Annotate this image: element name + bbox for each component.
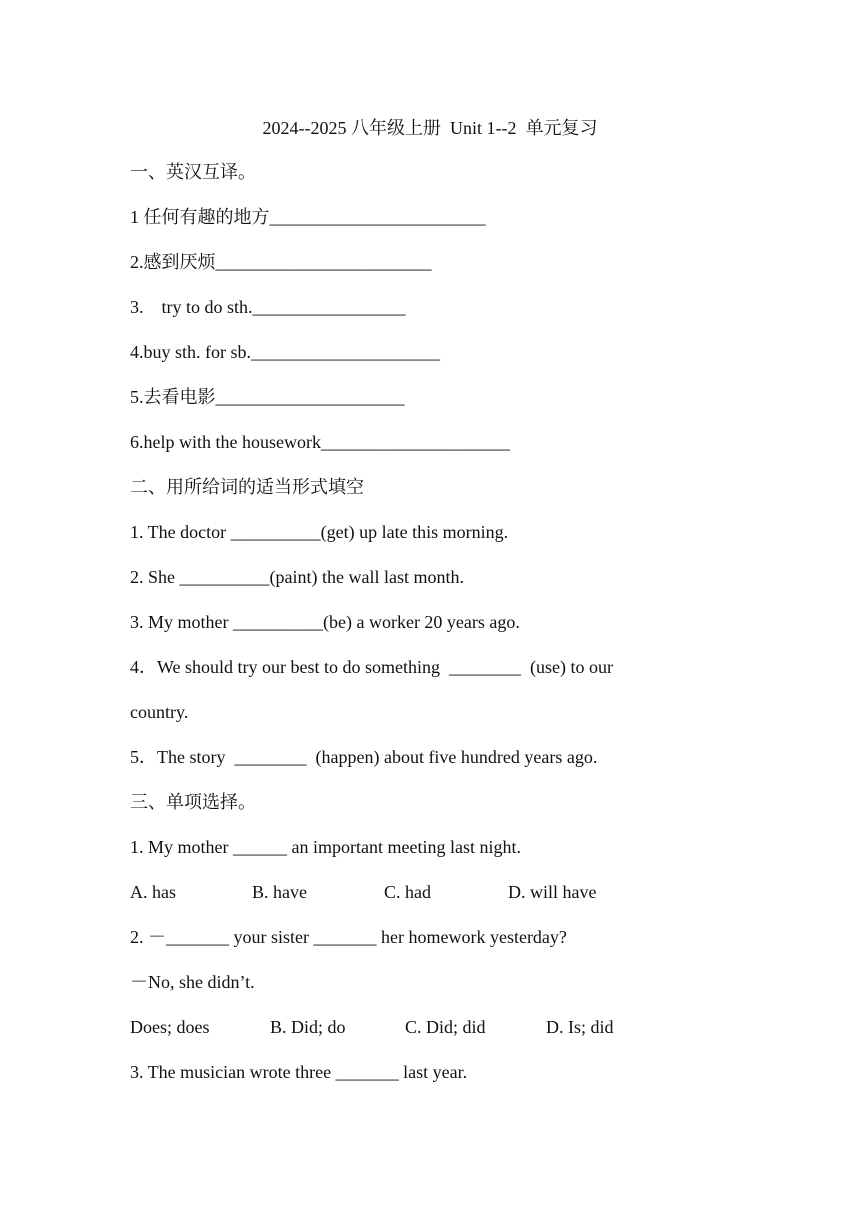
s1-item-6: 6.help with the housework_____________________ — [130, 432, 510, 452]
section-3-heading: 三、单项选择。 — [130, 792, 256, 812]
s2-item-4-continued: country. — [130, 702, 189, 722]
s2-item-1: 1. The doctor __________(get) up late this morning. — [130, 522, 509, 542]
s1-item-3: 3. try to do sth._________________ — [130, 297, 406, 317]
s1-item-5: 5.去看电影_____________________ — [130, 387, 405, 407]
q1-option-b: B. have — [252, 882, 307, 902]
s3-question-1: 1. My mother ______ an important meeting last night. — [130, 837, 521, 857]
s2-item-4: 4．We should try our best to do something ________ (use) to our — [130, 657, 614, 677]
q1-option-a: A. has — [130, 882, 176, 902]
s1-item-2: 2.感到厌烦________________________ — [130, 252, 432, 272]
q2-option-b: B. Did; do — [270, 1017, 346, 1037]
s3-question-2: 2. －_______ your sister _______ her homework yesterday? — [130, 927, 567, 947]
s3-question-2-reply: －No, she didn’t. — [130, 972, 255, 992]
q1-option-c: C. had — [384, 882, 431, 902]
s1-item-1: 1 任何有趣的地方________________________ — [130, 207, 486, 227]
q2-option-c: C. Did; did — [405, 1017, 486, 1037]
s2-item-3: 3. My mother __________(be) a worker 20 years ago. — [130, 612, 520, 632]
s2-item-2: 2. She __________(paint) the wall last month. — [130, 567, 464, 587]
section-1-heading: 一、英汉互译。 — [130, 162, 256, 182]
page-title: 2024--2025 八年级上册 Unit 1--2 单元复习 — [262, 118, 598, 138]
s2-item-5: 5．The story ________ (happen) about five hundred years ago. — [130, 747, 598, 767]
q2-option-d: D. Is; did — [546, 1017, 614, 1037]
q1-option-d: D. will have — [508, 882, 597, 902]
s1-item-4: 4.buy sth. for sb._____________________ — [130, 342, 440, 362]
s3-question-3: 3. The musician wrote three _______ last year. — [130, 1062, 468, 1082]
section-2-heading: 二、用所给词的适当形式填空 — [130, 477, 364, 497]
q2-option-a: Does; does — [130, 1017, 210, 1037]
